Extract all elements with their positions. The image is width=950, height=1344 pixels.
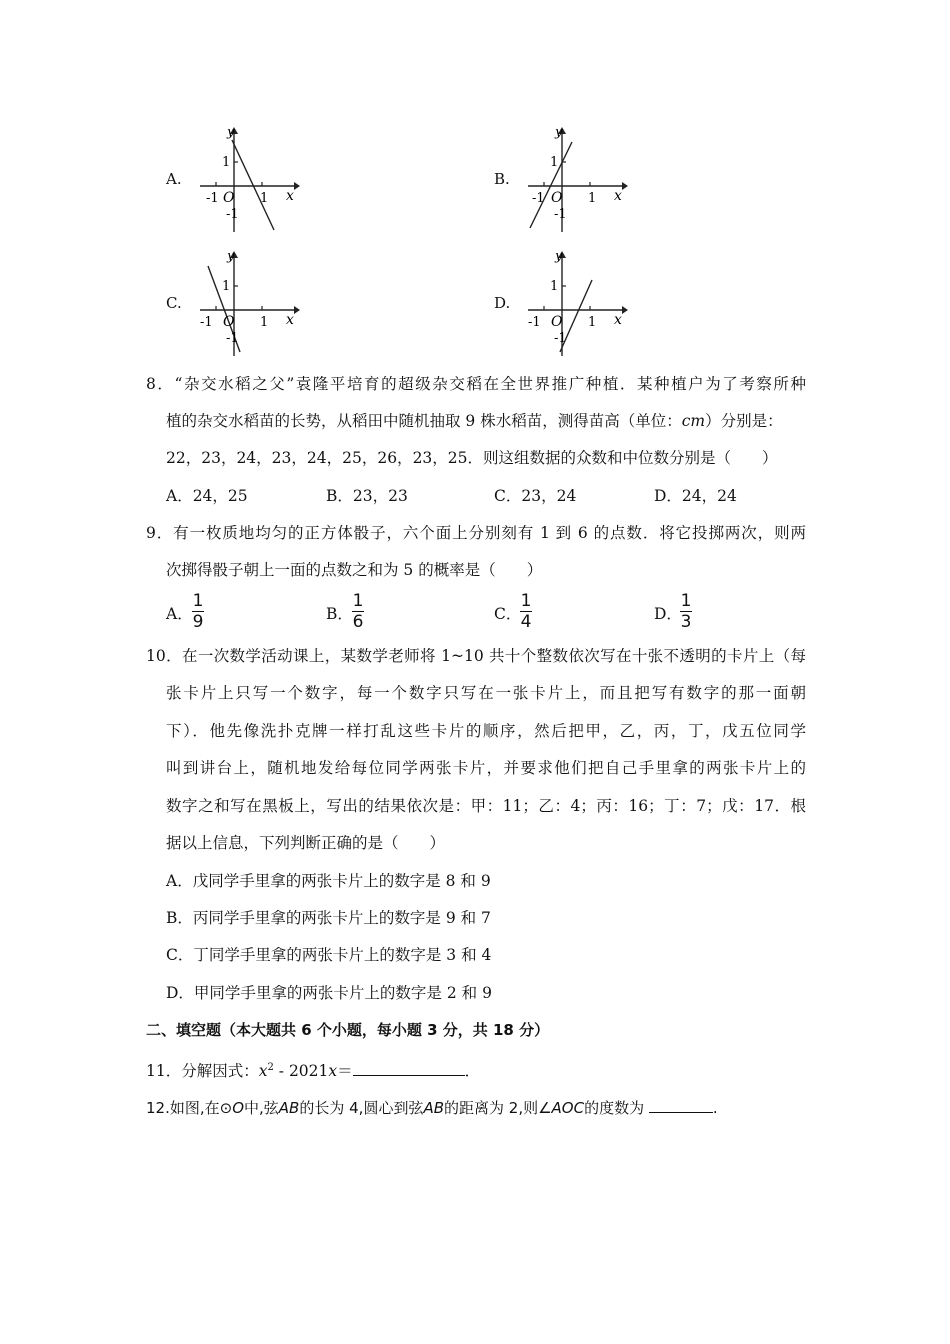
svg-text:1: 1 — [222, 279, 231, 294]
svg-text:y: y — [555, 249, 563, 264]
q8-line-2 — [166, 411, 806, 431]
q7-graph-c — [196, 248, 306, 358]
q9-option-c-label[interactable]: C． — [494, 605, 522, 623]
q8-line-1: 8．“杂交水稻之父”袁隆平培育的超级杂交稻在全世界推广种植．某种植户为了考察所种 — [146, 375, 806, 393]
q10-line-2: 张卡片上只写一个数字，每一个数字只写在一张卡片上，而且把写有数字的那一面朝 — [166, 684, 806, 702]
q10-option-b[interactable]: B．丙同学手里拿的两张卡片上的数字是 9 和 7 — [166, 909, 491, 927]
svg-text:x: x — [286, 312, 294, 328]
q12-part-1: 12.如图,在⊙ — [146, 1099, 233, 1117]
q12-end: . — [712, 1099, 718, 1117]
denominator: 9 — [192, 612, 204, 632]
q8-line-2-end: ）分别是： — [705, 412, 783, 430]
q11-prefix: 11．分解因式： — [146, 1062, 259, 1081]
q8-option-c[interactable]: C．23，24 — [494, 487, 577, 505]
svg-text:1: 1 — [550, 155, 559, 170]
q12-aoc: AOC — [551, 1099, 585, 1117]
numerator: 1 — [192, 591, 204, 611]
q11-end: ． — [464, 1062, 481, 1081]
q12-part-3: 的长为 4,圆心到弦 — [299, 1099, 424, 1117]
q10-option-d[interactable]: D．甲同学手里拿的两张卡片上的数字是 2 和 9 — [166, 984, 492, 1002]
svg-text:1: 1 — [550, 279, 559, 294]
q7-graph-d — [524, 248, 634, 358]
svg-text:-1: -1 — [200, 315, 213, 330]
q10-line-1: 10．在一次数学活动课上，某数学老师将 1~10 共十个整数依次写在十张不透明的卡片上（每 — [146, 647, 806, 665]
q7-option-b-label[interactable]: B. — [494, 170, 510, 188]
q12-o: O — [232, 1099, 245, 1117]
y-neg-one: -1 — [226, 207, 239, 222]
q11-var-x: x — [258, 1062, 268, 1081]
q9-option-b-fraction[interactable] — [352, 592, 364, 631]
numerator: 1 — [352, 591, 364, 611]
q10-line-3: 下）．他先像洗扑克牌一样打乱这些卡片的顺序，然后把甲，乙，丙，丁，戊五位同学 — [166, 722, 806, 740]
denominator: 4 — [520, 612, 532, 632]
svg-text:x: x — [614, 188, 622, 204]
svg-text:O: O — [551, 190, 563, 206]
q11-expr: - 2021 — [273, 1062, 329, 1081]
q8-unit: cm — [681, 412, 706, 430]
q12-ab: AB — [278, 1099, 300, 1117]
q8-option-d[interactable]: D．24，24 — [654, 487, 737, 505]
q11-var-x2: x — [328, 1062, 338, 1081]
q9-line-1: 9．有一枚质地均匀的正方体骰子，六个面上分别刻有 1 到 6 的点数．将它投掷两次，则两 — [146, 524, 806, 542]
svg-text:O: O — [551, 314, 563, 330]
x-label: x — [286, 188, 294, 204]
svg-text:-1: -1 — [554, 207, 567, 222]
q9-option-a-label[interactable]: A． — [166, 605, 193, 623]
q12-part-2: 中,弦 — [244, 1099, 279, 1117]
q10-line-4: 叫到讲台上，随机地发给每位同学两张卡片，并要求他们把自己手里拿的两张卡片上的 — [166, 759, 806, 777]
svg-text:1: 1 — [588, 191, 597, 206]
x-neg-one: -1 — [206, 191, 219, 206]
q8-line-3: 22，23，24，23，24，25，26，23，25．则这组数据的众数和中位数分别是（ ） — [166, 449, 778, 467]
origin-label: O — [223, 190, 235, 206]
svg-text:-1: -1 — [226, 331, 239, 346]
q9-option-c-fraction[interactable] — [520, 592, 532, 631]
q11 — [146, 1058, 480, 1081]
numerator: 1 — [680, 591, 692, 611]
q7-graph-b — [524, 124, 634, 234]
svg-text:y: y — [227, 249, 235, 264]
q11-eq: ＝ — [337, 1062, 353, 1081]
q10-line-6: 据以上信息，下列判断正确的是（ ） — [166, 834, 446, 852]
q9-option-a-fraction[interactable] — [192, 592, 204, 631]
q12-ab-2: AB — [423, 1099, 445, 1117]
q7-option-d-label[interactable]: D. — [494, 294, 511, 312]
svg-text:x: x — [614, 312, 622, 328]
q7-option-c-label[interactable]: C. — [166, 294, 182, 312]
section-2-title: 二、填空题（本大题共 6 个小题，每小题 3 分，共 18 分） — [146, 1021, 550, 1039]
q8-line-2-text: 植的杂交水稻苗的长势，从稻田中随机抽取 9 株水稻苗，测得苗高（单位： — [166, 412, 682, 430]
q9-option-b-label[interactable]: B． — [326, 605, 353, 623]
q7-option-a-label[interactable]: A. — [166, 170, 182, 188]
q12-answer-blank[interactable] — [649, 1096, 713, 1113]
svg-text:1: 1 — [588, 315, 597, 330]
q10-option-a[interactable]: A．戊同学手里拿的两张卡片上的数字是 8 和 9 — [166, 872, 491, 890]
svg-text:-1: -1 — [528, 315, 541, 330]
q11-answer-blank[interactable] — [353, 1059, 465, 1076]
q7-graph-a — [196, 124, 306, 234]
x-one: 1 — [260, 191, 269, 206]
svg-text:-1: -1 — [554, 331, 567, 346]
y-one: 1 — [222, 155, 231, 170]
q8-option-a[interactable]: A．24，25 — [166, 487, 248, 505]
y-label: y — [227, 125, 235, 140]
q9-option-d-label[interactable]: D． — [654, 605, 682, 623]
q8-option-b[interactable]: B．23，23 — [326, 487, 408, 505]
q9-line-2: 次掷得骰子朝上一面的点数之和为 5 的概率是（ ） — [166, 561, 543, 579]
q11-exponent: 2 — [267, 1062, 274, 1073]
q10-line-5: 数字之和写在黑板上，写出的结果依次是：甲：11；乙：4；丙：16；丁：7；戊：17．根 — [166, 797, 806, 815]
svg-text:1: 1 — [260, 315, 269, 330]
svg-text:-1: -1 — [532, 191, 545, 206]
q9-option-d-fraction[interactable] — [680, 592, 692, 631]
numerator: 1 — [520, 591, 532, 611]
q12 — [146, 1096, 718, 1118]
q10-option-c[interactable]: C．丁同学手里拿的两张卡片上的数字是 3 和 4 — [166, 946, 492, 964]
denominator: 3 — [680, 612, 692, 632]
svg-text:O: O — [223, 314, 235, 330]
q12-part-4: 的距离为 2,则∠ — [444, 1099, 552, 1117]
x-axis-arrow — [294, 182, 300, 190]
q12-part-5: 的度数为 — [584, 1099, 645, 1117]
denominator: 6 — [352, 612, 364, 632]
svg-text:y: y — [555, 125, 563, 140]
